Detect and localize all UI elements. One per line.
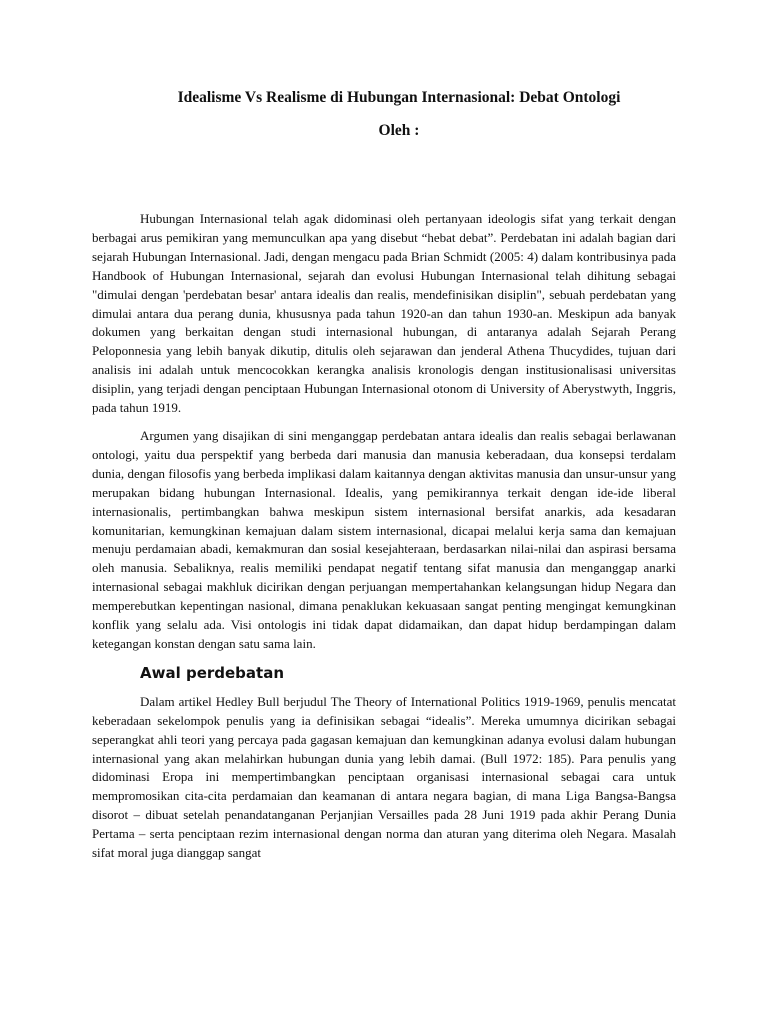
paragraph: Hubungan Internasional telah agak didominasi oleh pertanyaan ideologis sifat yang terkait dengan berbagai arus pemikiran yang memunculkan apa yang disebut “hebat debat”. Perdebatan ini adalah bagian dari sejarah Hubungan Internasional. Jadi, dengan mengacu pada Brian Schmidt (2005: 4) dalam kontribusinya pada Handbook of Hubungan Internasional, sejarah dan evolusi Hubungan Internasional telah dihitung sebagai "dimulai dengan 'perdebatan besar' antara idealis dan realis, mendefinisikan disiplin", sebuah perdebatan yang dimulai antara dua perang dunia, khususnya pada tahun 1920-an dan tahun 1930-an. Meskipun ada banyak dokumen yang berkaitan dengan studi internasional hubungan, di antaranya adalah Sejarah Perang Peloponnesia yang lebih banyak dikutip, ditulis oleh sejarawan dan jenderal Athena Thucydides, tujuan dari analisis ini adalah untuk mencocokkan kerangka analisis kronologis dengan institusionalisasi universitas disiplin, yang terjadi dengan penciptaan Hubungan Internasional otonom di University of Aberystwyth, Inggris, pada tahun 1919. [92,211,676,416]
document-body [92,210,676,872]
paragraph: Argumen yang disajikan di sini menganggap perdebatan antara idealis dan realis sebagai berlawanan ontologi, yaitu dua perspektif yang berbeda dari manusia dan manusia keberadaan, dua konsepsi terdalam dunia, dengan filosofis yang berbeda implikasi dalam kaitannya dengan aktivitas manusia dan unsur-unsur yang merupakan bidang hubungan Internasional. Idealis, yang pemikirannya terkait dengan ide-ide liberal internasionalis, pertimbangkan bahwa meskipun sistem internasional bersifat anarkis, ada kesadaran komunitarian, kemungkinan kemajuan dalam sistem internasional, dicapai melalui kerja sama dan kemajuan menuju perdamaian abadi, kemakmuran dan sosial kesejahteraan, berdasarkan nilai-nilai dan aspirasi bersama oleh manusia. Sebaliknya, realis memiliki pendapat negatif tentang sifat manusia dan menganggap anarki internasional sebagai makhluk dicirikan dengan perjuangan mempertahankan kelangsungan hidup Negara dan memperebutkan kepentingan nasional, dimana penaklukan kekuasaan sangat penting mengingat kemungkinan konflik yang selalu ada. Visi ontologis ini tidak dapat didamaikan, dan dapat hidup berdampingan dalam ketegangan konstan dengan satu sama lain. [92,427,676,651]
paragraph: Dalam artikel Hedley Bull berjudul The Theory of International Politics 1919-1969, penulis mencatat keberadaan sekelompok penulis yang ia definisikan sebagai “idealis”. Mereka umumnya dicirikan sebagai seperangkat ahli teori yang percaya pada gagasan kemajuan dan kemungkinan adanya evolusi dalam hubungan internasional yang akan melahirkan hubungan dunia yang lebih damai. (Bull 1972: 185). Para penulis yang didominasi Eropa ini mempertimbangkan penciptaan organisasi internasional sebagai cara untuk mempromosikan cita-cita perdamaian dan keamanan di antara negara bagian, di mana Liga Bangsa-Bangsa disorot – dibuat setelah penandatanganan Perjanjian Versailles pada 28 Juni 1919 pada akhir Perang Dunia Pertama – serta penciptaan rezim internasional dengan norma dan aturan yang diterima oleh Negara. Masalah sifat moral juga dianggap sangat [92,693,676,861]
author-byline: Oleh : [378,122,420,139]
section-heading: Awal perdebatan [140,663,285,682]
document-title: Idealisme Vs Realisme di Hubungan Internasional: Debat Ontologi [177,89,621,106]
